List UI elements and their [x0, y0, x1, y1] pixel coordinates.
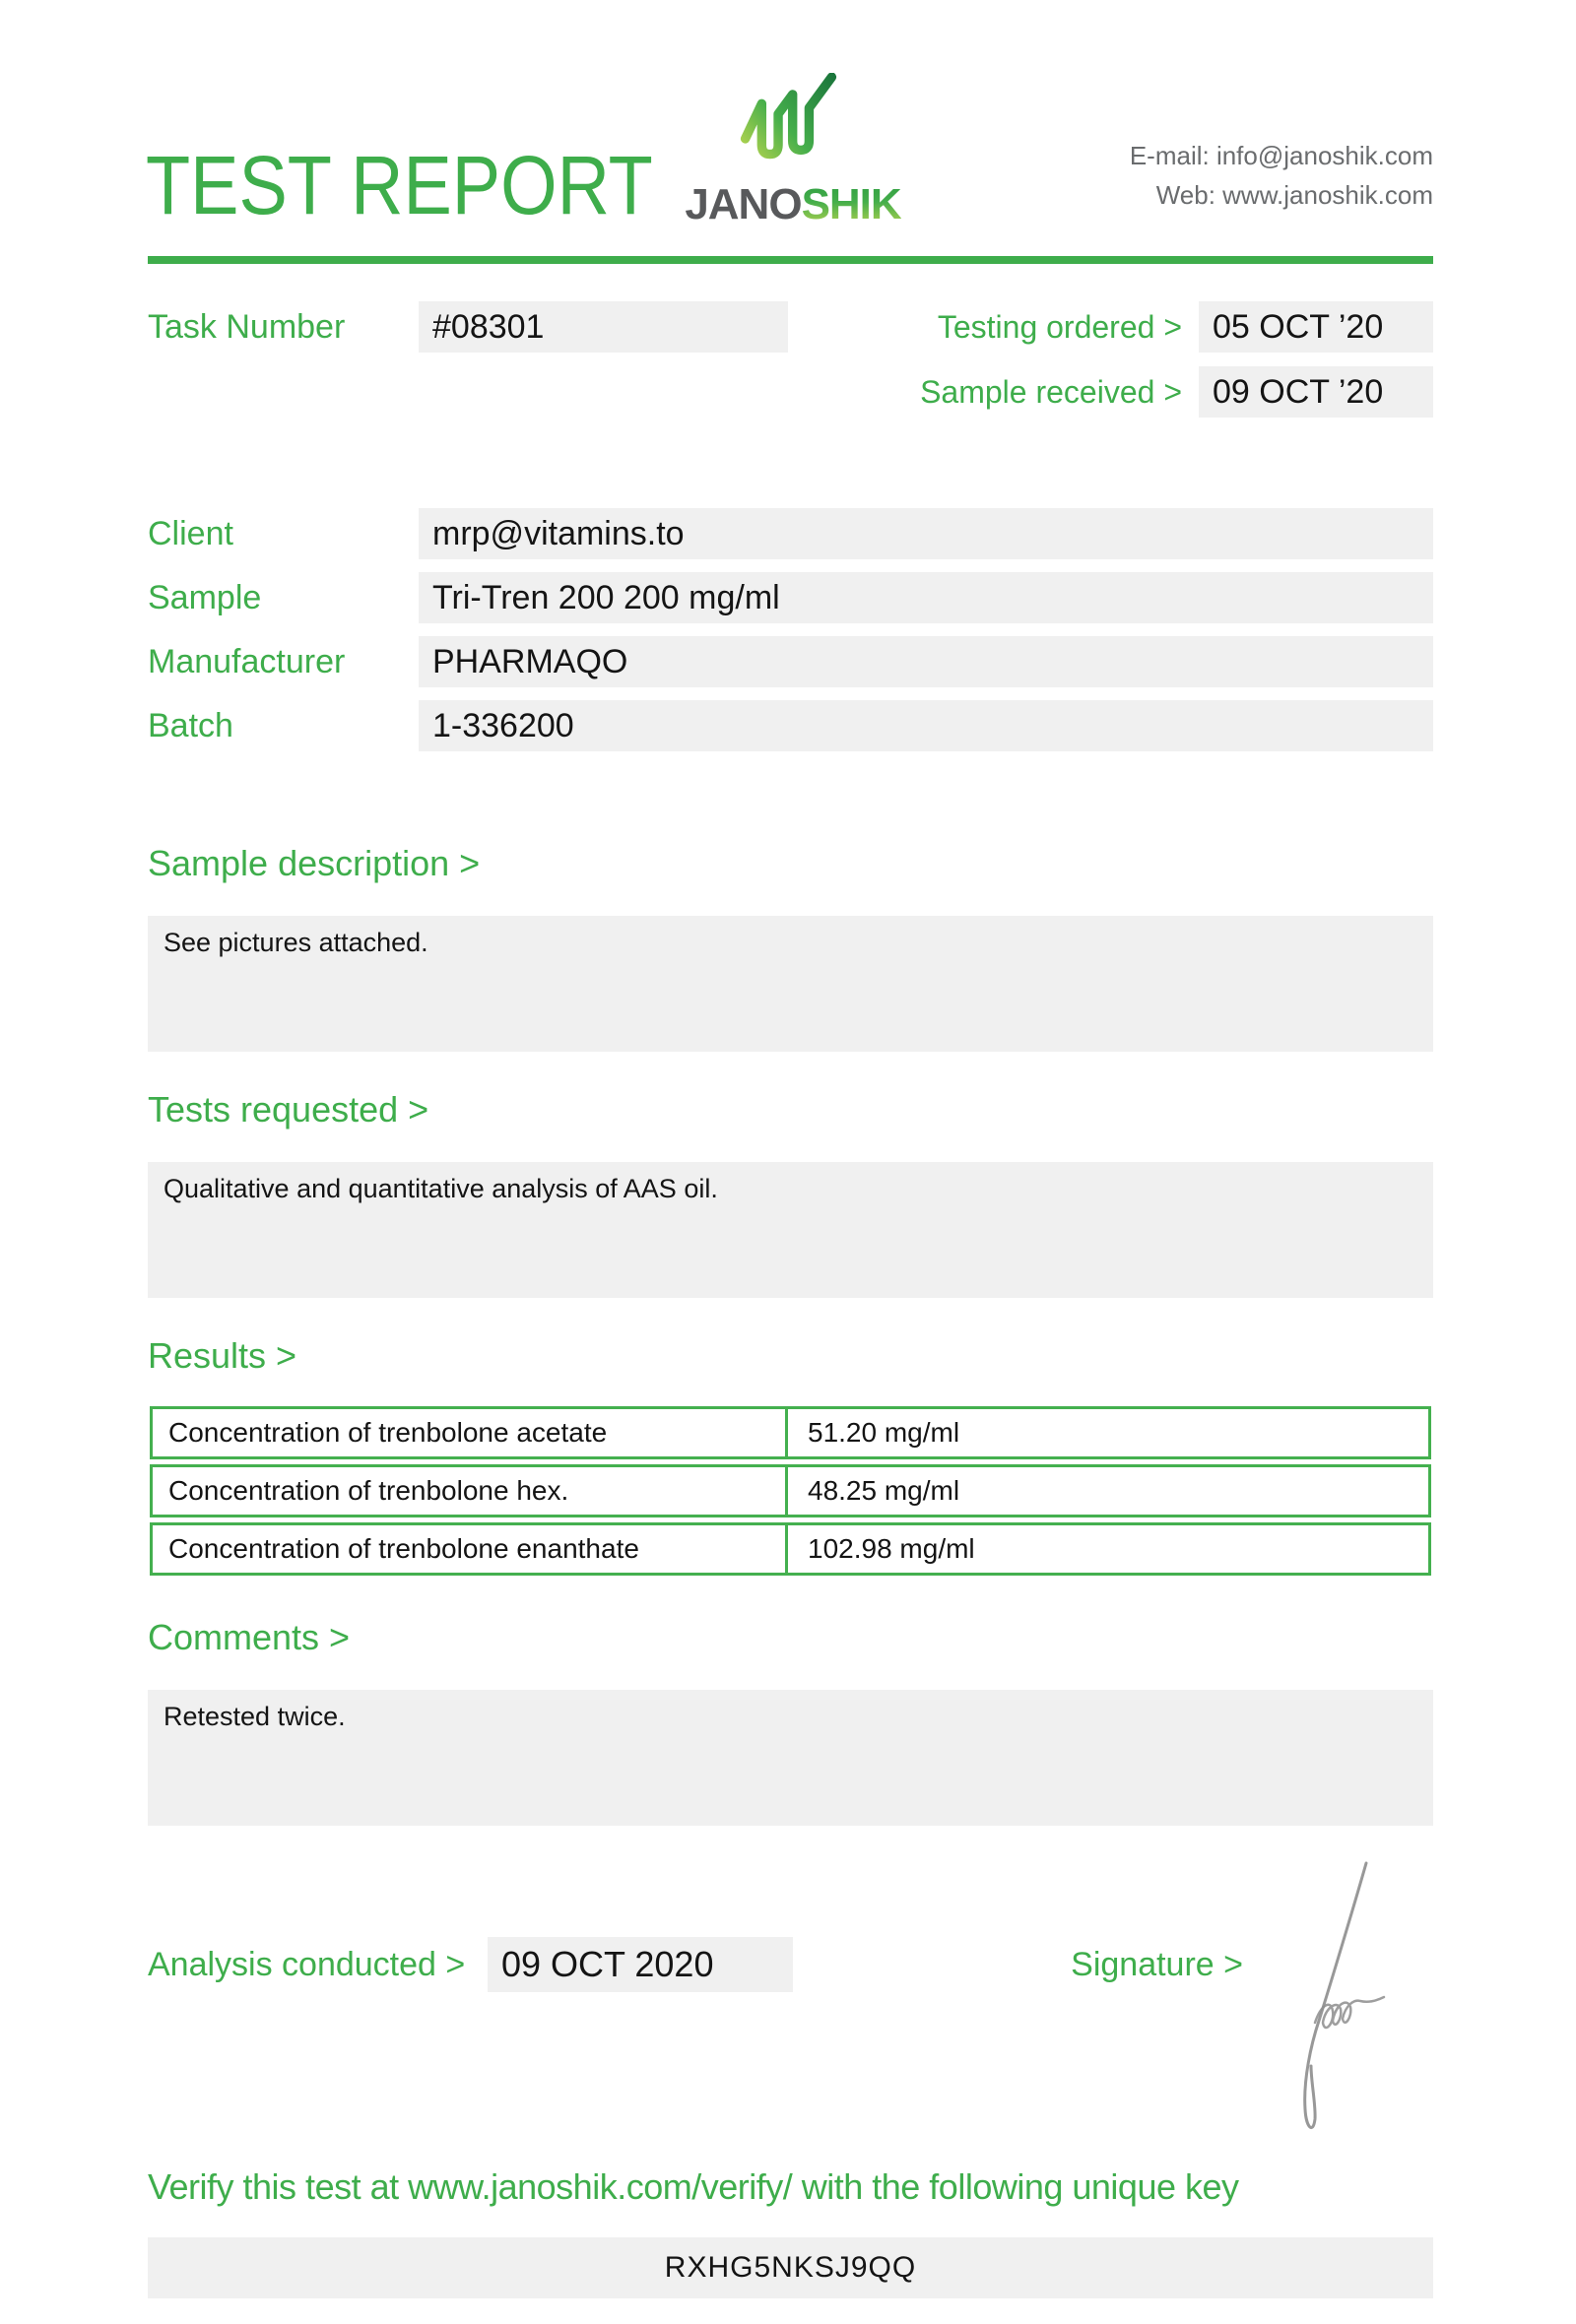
comments-box — [148, 1690, 1433, 1826]
result-analyte: Concentration of trenbolone hex. — [153, 1467, 788, 1515]
contact-block — [931, 136, 1433, 215]
sample-description-body: See pictures attached. — [164, 928, 428, 957]
contact-web: Web: www.janoshik.com — [1155, 180, 1433, 210]
tests-requested-box — [148, 1162, 1433, 1298]
verify-key: RXHG5NKSJ9QQ — [148, 2237, 1433, 2298]
manufacturer-value: PHARMAQO — [419, 636, 1433, 687]
result-value: 102.98 mg/ml — [808, 1533, 975, 1564]
analysis-conducted-label: Analysis conducted > — [148, 1946, 466, 1983]
sample-label: Sample — [148, 579, 262, 616]
testing-ordered-value: 05 OCT ’20 — [1199, 301, 1433, 353]
brand-name-shik: SHIK — [801, 180, 901, 228]
brand-name-jano: JANO — [685, 180, 802, 228]
sample-received-label: Sample received > — [920, 374, 1182, 410]
analysis-date-value: 09 OCT 2020 — [488, 1937, 793, 1992]
task-number-label: Task Number — [148, 308, 346, 346]
results-heading: Results > — [148, 1335, 297, 1376]
result-analyte: Concentration of trenbolone acetate — [153, 1409, 788, 1456]
brand-name — [645, 180, 941, 229]
manufacturer-label: Manufacturer — [148, 643, 346, 680]
tests-requested-body: Qualitative and quantitative analysis of AAS oil. — [164, 1174, 718, 1203]
sample-value: Tri-Tren 200 200 mg/ml — [419, 572, 1433, 623]
task-number-value: #08301 — [419, 301, 788, 353]
result-value: 51.20 mg/ml — [808, 1417, 960, 1448]
result-row — [150, 1464, 1431, 1517]
page-title: TEST REPORT — [146, 139, 653, 231]
batch-label: Batch — [148, 707, 233, 744]
comments-heading: Comments > — [148, 1617, 351, 1657]
result-analyte: Concentration of trenbolone enanthate — [153, 1525, 788, 1573]
testing-ordered-label: Testing ordered > — [937, 309, 1182, 345]
comments-body: Retested twice. — [164, 1702, 346, 1731]
client-label: Client — [148, 515, 233, 552]
signature-label: Signature > — [1071, 1946, 1243, 1983]
growth-chart-icon — [737, 73, 840, 168]
tests-requested-heading: Tests requested > — [148, 1089, 429, 1130]
sample-description-heading: Sample description > — [148, 843, 481, 883]
header-divider — [148, 256, 1433, 264]
signature-image — [1276, 1855, 1386, 2146]
contact-email: E-mail: info@janoshik.com — [1129, 141, 1433, 170]
verify-instruction: Verify this test at www.janoshik.com/verify/ with the following unique key — [148, 2166, 1239, 2207]
result-row — [150, 1406, 1431, 1459]
sample-description-box — [148, 916, 1433, 1052]
result-row — [150, 1522, 1431, 1576]
result-value: 48.25 mg/ml — [808, 1475, 960, 1506]
sample-received-value: 09 OCT ’20 — [1199, 366, 1433, 418]
batch-value: 1-336200 — [419, 700, 1433, 751]
client-value: mrp@vitamins.to — [419, 508, 1433, 559]
